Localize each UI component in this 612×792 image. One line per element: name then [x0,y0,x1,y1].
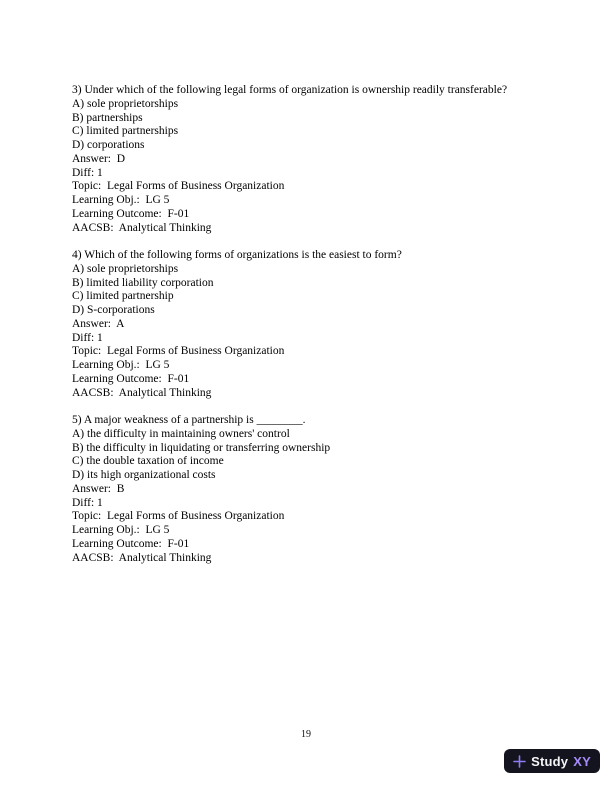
aacsb-line: AACSB: Analytical Thinking [72,386,212,399]
choice-b: B) limited liability corporation [72,276,214,289]
plus-icon [513,755,526,768]
learning-outcome-line: Learning Outcome: F-01 [72,372,190,385]
brand-name-accent: XY [573,753,591,769]
answer-line: Answer: A [72,317,125,330]
choice-a: A) sole proprietorships [72,97,179,110]
aacsb-line: AACSB: Analytical Thinking [72,221,212,234]
topic-line: Topic: Legal Forms of Business Organization [72,345,285,358]
learning-outcome-line: Learning Outcome: F-01 [72,207,190,220]
choice-a: A) sole proprietorships [72,262,179,275]
learning-obj-line: Learning Obj.: LG 5 [72,194,170,206]
question-stem: 3) Under which of the following legal forms of organization is ownership readily transferable? [72,84,508,96]
question-stem: 5) A major weakness of a partnership is ________. [72,414,306,426]
questions-content [72,84,548,579]
learning-outcome-line: Learning Outcome: F-01 [72,537,190,550]
choice-c: C) limited partnerships [72,125,179,138]
diff-line: Diff: 1 [72,496,103,509]
diff-line: Diff: 1 [72,331,103,344]
topic-line: Topic: Legal Forms of Business Organization [72,180,285,193]
learning-obj-line: Learning Obj.: LG 5 [72,359,170,371]
answer-line: Answer: B [72,482,125,495]
choice-c: C) limited partnership [72,290,174,303]
choice-d: D) S-corporations [72,304,155,316]
choice-b: B) the difficulty in liquidating or transferring ownership [72,441,331,454]
choice-d: D) corporations [72,139,145,151]
aacsb-line: AACSB: Analytical Thinking [72,551,212,564]
question-block-5 [72,414,548,565]
topic-line: Topic: Legal Forms of Business Organization [72,510,285,523]
page-number: 19 [301,729,311,740]
question-stem: 4) Which of the following forms of organizations is the easiest to form? [72,249,402,261]
studyxy-logo-badge [504,749,600,773]
learning-obj-line: Learning Obj.: LG 5 [72,524,170,536]
choice-b: B) partnerships [72,111,143,124]
answer-line: Answer: D [72,152,126,165]
choice-c: C) the double taxation of income [72,455,224,468]
brand-name-primary: Study [531,753,569,769]
choice-a: A) the difficulty in maintaining owners' control [72,427,290,440]
diff-line: Diff: 1 [72,166,103,179]
question-block-4 [72,249,548,400]
choice-d: D) its high organizational costs [72,469,216,481]
question-block-3 [72,84,548,235]
